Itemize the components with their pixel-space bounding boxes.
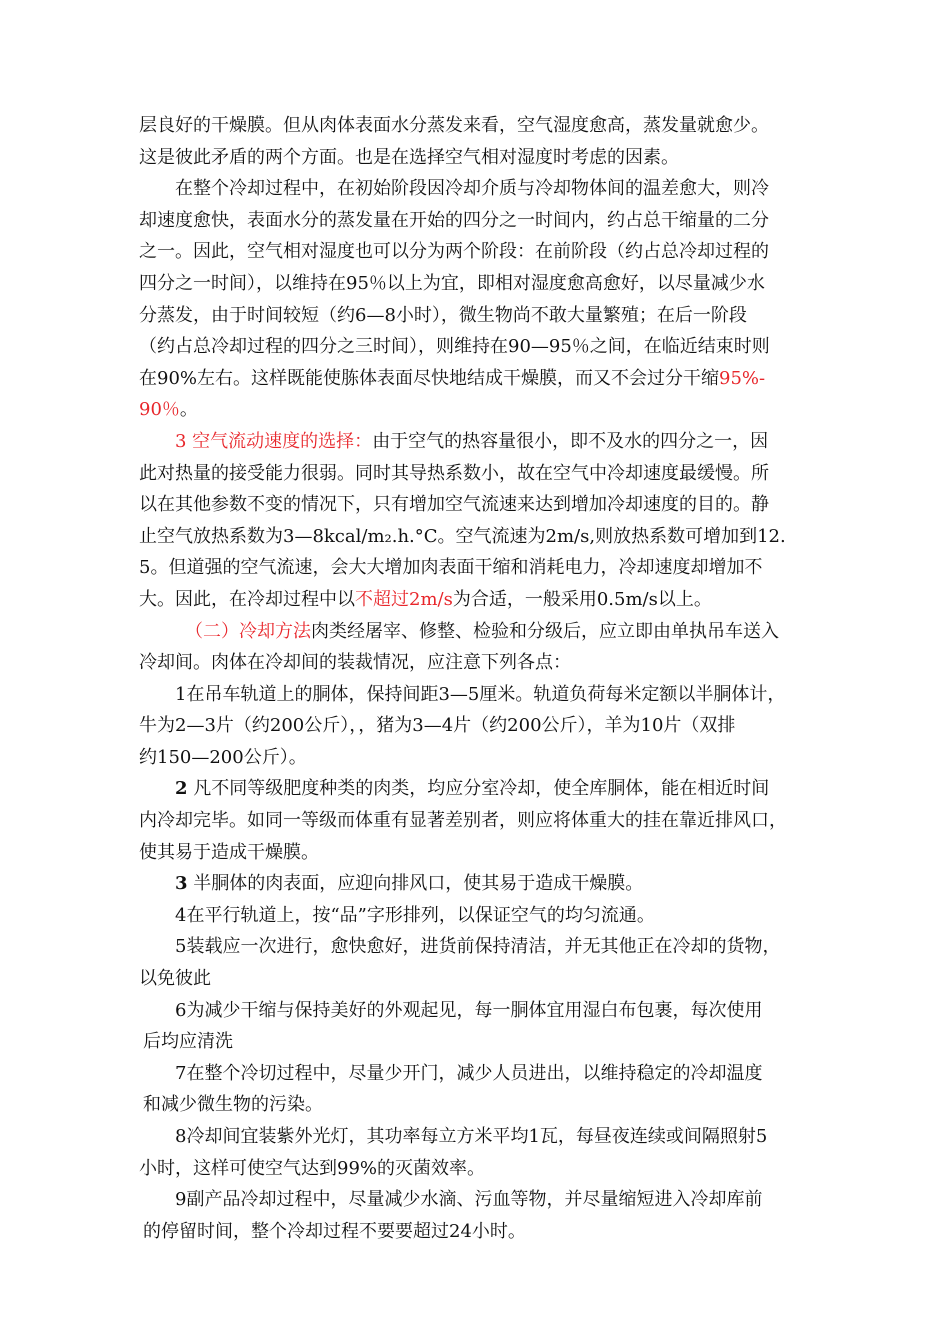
paragraph-cooling-stages [139,173,824,426]
text-line: 在整个冷却过程中，在初始阶段因冷却介质与冷却物体间的温差愈大，则冷 [175,178,769,200]
text-segment: 肉类经屠宰、修整、检验和分级后，应立即由单执吊车送入 [311,620,779,642]
text-segment: 由于空气的热容量很小，即不及水的四分之一，因 [372,430,769,452]
text-line: 冷却间。肉体在冷却间的装裁情况，应注意下列各点： [139,652,571,674]
text-line: 8冷却间宜装紫外光灯，其功率每立方米平均1瓦，每昼夜连续或间隔照射5 [175,1126,768,1147]
text-line: 之一。因此，空气相对湿度也可以分为两个阶段：在前阶段（约占总冷却过程的 [139,241,769,263]
text-line: 以免彼此 [139,968,211,990]
text-line: 小时，这样可使空气达到99%的灭菌效率。 [139,1157,486,1179]
text-segment: 半胴体的肉表面，应迎向排风口，使其易于造成干燥膜。 [187,873,644,895]
text-segment: 在90%左右。这样既能使胨体表面尽快地结成干燥膜，而又不会过分干缩 [139,367,720,389]
text-line [139,773,824,805]
list-item-4 [139,900,824,932]
text-line [139,394,824,426]
list-number: 2 [175,778,188,800]
text-line: 止空气放热系数为3—8kcal/m₂.h.°C。空气流速为2m/s,则放热系数可增加到12. [139,525,786,547]
text-line: 后均应清洗 [143,1031,233,1053]
text-line: 1在吊车轨道上的胴体，保持间距3—5厘米。轨道负荷每米定额以半胴体计， [175,683,786,705]
text-line: 此对热量的接受能力很弱。同时其导热系数小，故在空气中冷却速度最缓慢。所 [139,462,769,484]
text-line: 这是彼此矛盾的两个方面。也是在选择空气相对湿度时考虑的因素。 [139,146,679,168]
text-line: 4在平行轨道上，按“品”字形排列，以保证空气的均匀流通。 [175,904,655,926]
text-line: 牛为2—3片（约200公斤），，猪为3—4片（约200公斤），羊为10片（双排 [139,715,736,737]
list-number: 3 [175,873,188,895]
text-line: 5装载应一次进行，愈快愈好，进货前保持清洁，并无其他正在冷却的货物， [175,936,781,958]
paragraph-cooling-method [139,616,824,679]
list-item-6 [139,995,824,1058]
text-line: 内冷却完毕。如同一等级而体重有显著差别者，则应将体重大的挂在靠近排风口， [139,810,787,832]
list-item-2 [139,773,824,868]
text-segment: 为合适，一般采用0.5m/s以上。 [452,588,712,610]
section-heading-air-velocity: 3 空气流动速度的选择： [175,430,373,452]
text-segment: 凡不同等级肥度种类的肉类，均应分室冷却，使全库胴体，能在相近时间 [187,778,770,800]
text-line: 9副产品冷却过程中，尽量减少水滴、污血等物，并尽量缩短进入冷却库前 [175,1189,763,1211]
list-item-9 [139,1184,824,1247]
text-line: 5。但道强的空气流速，会大大增加肉表面干缩和消耗电力，冷却速度却增加不 [139,557,763,579]
paragraph-air-velocity [139,426,824,616]
text-line: （约占总冷却过程的四分之三时间），则维持在90—95％之间，在临近结束时则 [139,336,770,358]
text-segment: 大。因此，在冷却过程中以 [139,588,355,610]
text-line [139,868,824,900]
text-line [139,616,824,648]
list-item-5 [139,931,824,994]
text-line: 却速度愈快，表面水分的蒸发量在开始的四分之一时间内，约占总干缩量的二分 [139,209,769,231]
text-line: 6为减少干缩与保持美好的外观起见，每一胴体宜用湿白布包裹，每次使用 [175,999,763,1021]
document-page [139,110,824,1247]
text-line: 和减少微生物的污染。 [143,1094,323,1116]
section-heading-cooling-method: （二）冷却方法 [185,620,311,642]
text-line: 层良好的干燥膜。但从肉体表面水分蒸发来看，空气湿度愈高，蒸发量就愈少。 [139,115,769,136]
text-line: 的停留时间，整个冷却过程不要要超过24小时。 [143,1220,526,1242]
list-item-1 [139,679,824,774]
text-line [139,584,824,616]
highlight-humidity-range: 95%- [719,367,766,389]
text-line: 7在整个冷切过程中，尽量少开门，减少人员进出，以维持稳定的冷却温度 [175,1062,763,1084]
list-item-8 [139,1121,824,1184]
text-line: 分蒸发，由于时间较短（约6—8小时），微生物尚不敢大量繁殖；在后一阶段 [139,304,747,326]
highlight-humidity-range-end: 90％ [139,399,180,421]
text-line: 约150—200公斤）。 [139,746,307,768]
text-line: 四分之一时间），以维持在95％以上为宜，即相对湿度愈高愈好，以尽量减少水 [139,272,765,294]
highlight-velocity-limit: 不超过2m/s [355,588,453,610]
text-line [139,363,824,395]
text-line: 以在其他参数不变的情况下，只有增加空气流速来达到增加冷却速度的目的。静 [139,494,769,516]
text-line [139,426,824,458]
text-line: 使其易于造成干燥膜。 [139,841,319,863]
list-item-7 [139,1058,824,1121]
list-item-3 [139,868,824,900]
text-segment: 。 [179,399,198,421]
paragraph-humidity-contradiction [139,110,824,173]
